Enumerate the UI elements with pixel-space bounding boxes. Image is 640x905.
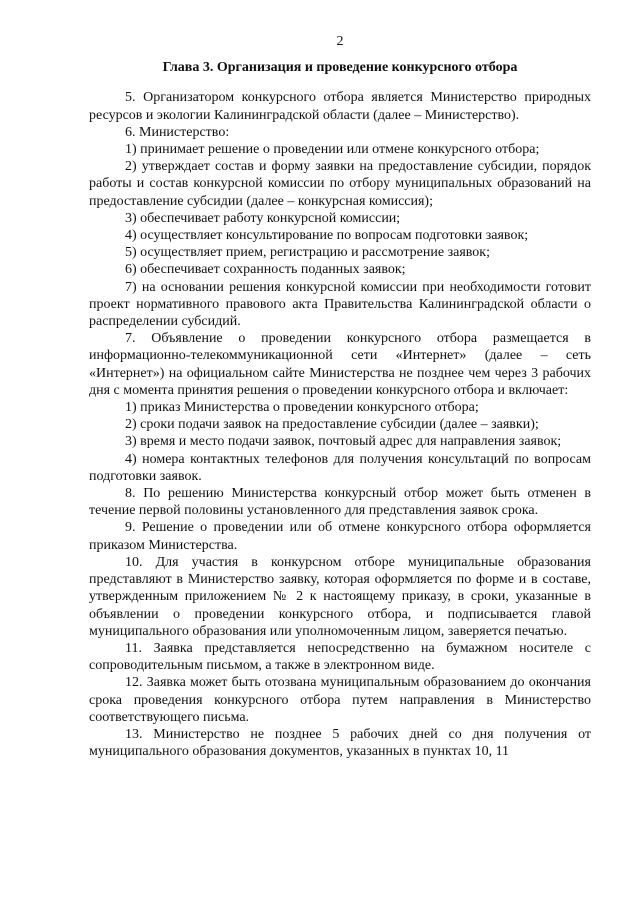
list-item-7-4: 4) номера контактных телефонов для получения консультаций по вопросам подготовки заявок. — [89, 451, 591, 484]
list-item-6-6: 6) обеспечивает сохранность поданных заявок; — [125, 262, 406, 278]
paragraph-clause-8: 8. По решению Министерства конкурсный отбор может быть отменен в течение первой половины установленного для представления заявок срока. — [89, 486, 591, 519]
paragraph-clause-7: 7. Объявление о проведении конкурсного отбора размещается в информационно-телекоммуникационной сети «Интернет» (далее – сеть «Интернет») на официальном сайте Министерства не позднее чем через 3 рабочих дня с момента принятия решения о проведении конкурсного отбора и включает: — [89, 331, 591, 398]
document-page — [89, 33, 591, 760]
document-body — [89, 89, 591, 760]
paragraph-clause-12: 12. Заявка может быть отозвана муниципальным образованием до окончания срока проведения конкурсного отбора путем направления в Министерство соответствующего письма. — [89, 675, 591, 725]
paragraph-clause-5: 5. Организатором конкурсного отбора является Министерство природных ресурсов и экологии Калининградской области (далее – Министерство). — [89, 90, 591, 123]
list-item-7-2: 2) сроки подачи заявок на предоставление субсидии (далее – заявки); — [125, 417, 539, 433]
list-item-6-2: 2) утверждает состав и форму заявки на предоставление субсидии, порядок работы и состав конкурсной комиссии по отбору муниципальных образований на предоставление субсидии (далее – конкурсная комиссия); — [89, 159, 591, 209]
list-item-6-3: 3) обеспечивает работу конкурсной комиссии; — [125, 210, 401, 226]
list-item-6-5: 5) осуществляет прием, регистрацию и рассмотрение заявок; — [125, 245, 490, 261]
page-number: 2 — [336, 34, 344, 49]
list-item-6-1: 1) принимает решение о проведении или отмене конкурсного отбора; — [125, 142, 540, 158]
paragraph-clause-10: 10. Для участия в конкурсном отборе муниципальные образования представляют в Министерство заявку, которая оформляется по форме и в составе, утвержденным приложением № 2 к настоящему приказу, в сроки, указанные в объявлении о проведении конкурсного отбора, и подписывается главой муниципального образования или уполномоченным лицом, заверяется печатью. — [89, 554, 591, 639]
chapter-heading: Глава 3. Организация и проведение конкурсного отбора — [162, 60, 518, 76]
list-item-7-3: 3) время и место подачи заявок, почтовый адрес для направления заявок; — [125, 434, 562, 450]
list-item-7-1: 1) приказ Министерства о проведении конкурсного отбора; — [125, 400, 479, 416]
paragraph-clause-11: 11. Заявка представляется непосредственно на бумажном носителе с сопроводительным письмом, а также в электронном виде. — [89, 640, 591, 674]
list-item-6-4: 4) осуществляет консультирование по вопросам подготовки заявок; — [125, 228, 529, 244]
paragraph-clause-6: 6. Министерство: — [125, 124, 230, 140]
paragraph-clause-13: 13. Министерство не позднее 5 рабочих дней со дня получения от муниципального образования документов, указанных в пунктах 10, 11 — [89, 726, 591, 760]
paragraph-clause-9: 9. Решение о проведении или об отмене конкурсного отбора оформляется приказом Министерства. — [89, 520, 591, 553]
list-item-6-7: 7) на основании решения конкурсной комиссии при необходимости готовит проект нормативного правового акта Правительства Калининградской области о распределении субсидий. — [89, 279, 591, 330]
